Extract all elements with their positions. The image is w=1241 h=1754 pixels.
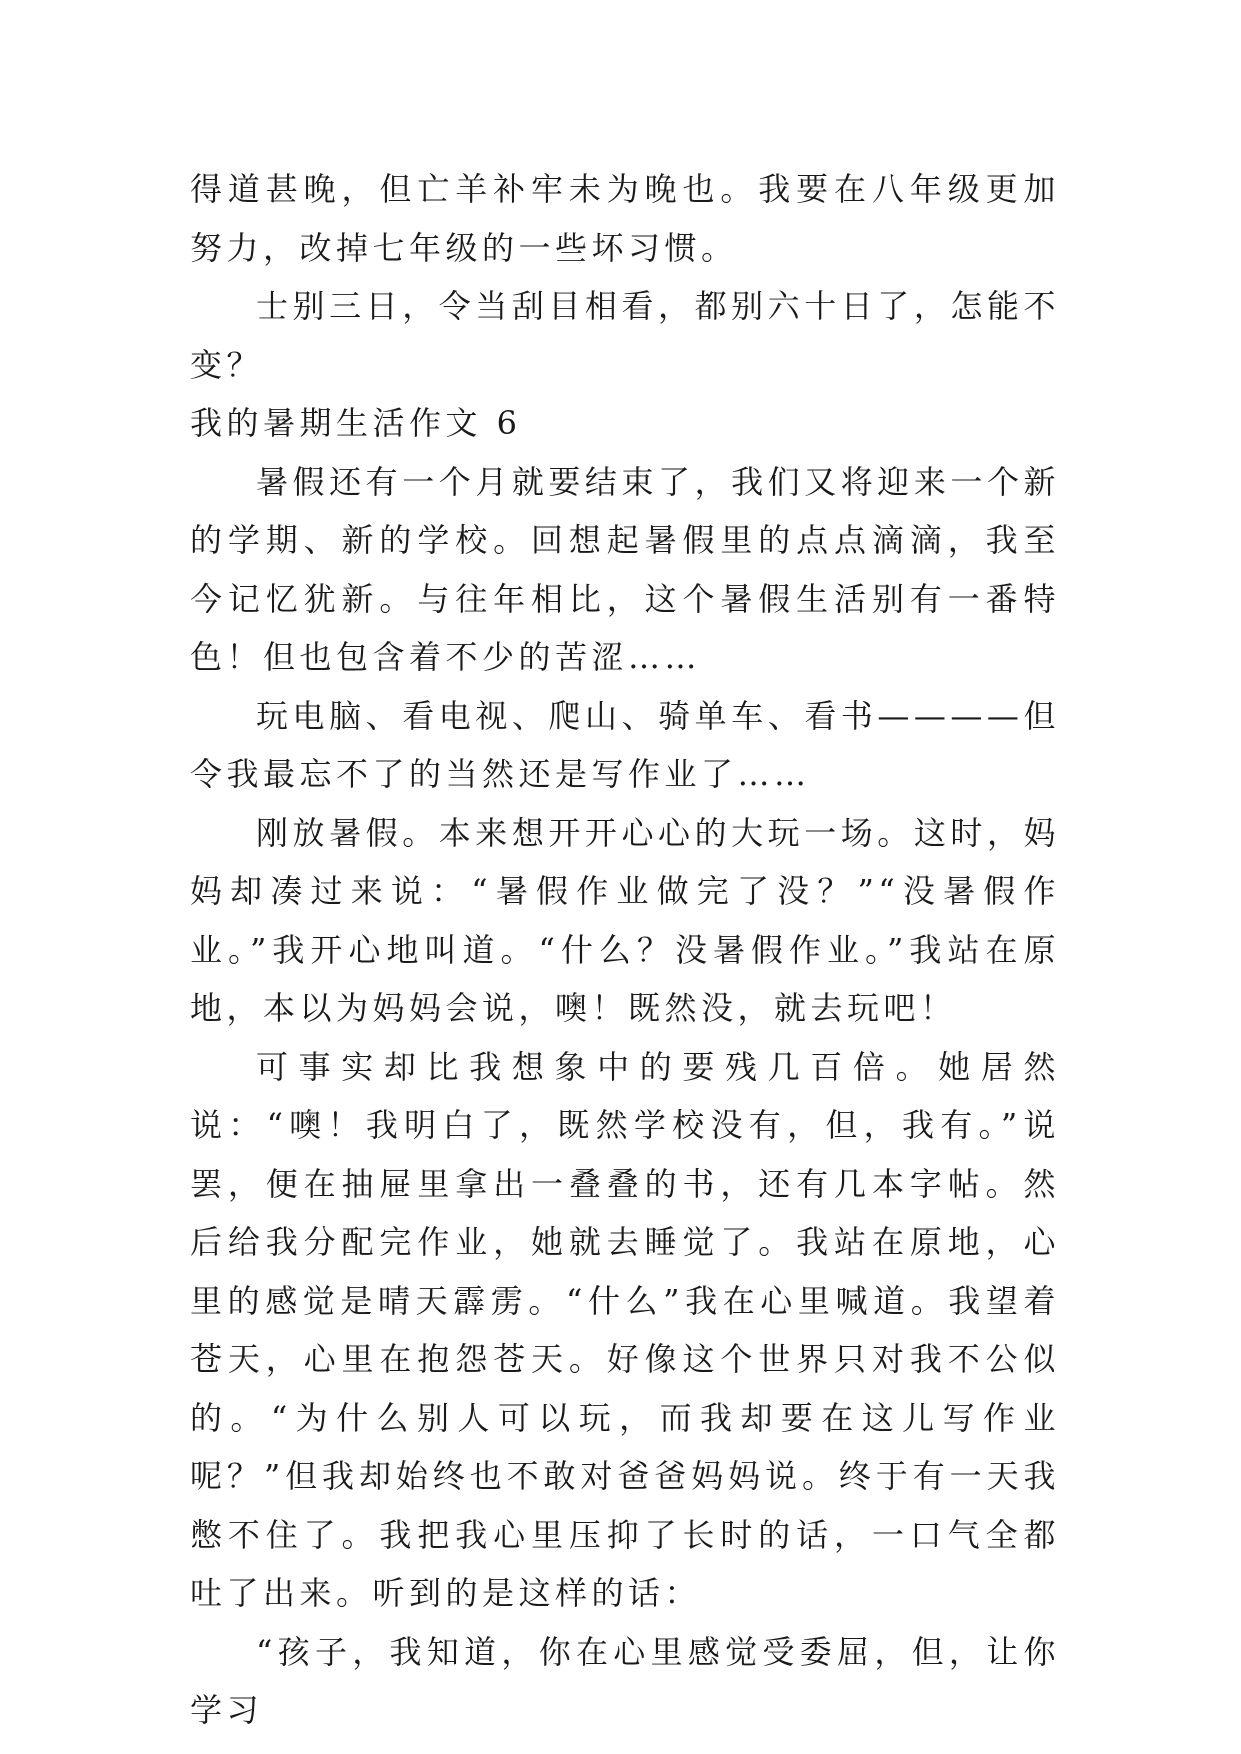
document-body bbox=[190, 160, 1060, 1740]
paragraph: 可事实却比我想象中的要残几百倍。她居然说：“噢！我明白了，既然学校没有，但，我有。”说罢，便在抽屉里拿出一叠叠的书，还有几本字帖。然后给我分配完作业，她就去睡觉了。我站在原地，心里的感觉是晴天霹雳。“什么”我在心里喊道。我望着苍天，心里在抱怨苍天。好像这个世界只对我不公似的。“为什么别人可以玩，而我却要在这儿写作业呢？”但我却始终也不敢对爸爸妈妈说。终于有一天我憋不住了。我把我心里压抑了长时的话，一口气全都吐了出来。听到的是这样的话： bbox=[190, 1047, 1060, 1612]
paragraph: 玩电脑、看电视、爬山、骑单车、看书————但令我最忘不了的当然还是写作业了…… bbox=[190, 696, 1060, 793]
essay-title: 我的暑期生活作文 6 bbox=[190, 404, 522, 442]
paragraph: 刚放暑假。本来想开开心心的大玩一场。这时，妈妈却凑过来说：“暑假作业做完了没？”“没暑假作业。”我开心地叫道。“什么？没暑假作业。”我站在原地，本以为妈妈会说，噢！既然没，就去玩吧！ bbox=[190, 813, 1060, 1027]
paragraph: 得道甚晚，但亡羊补牢未为晚也。我要在八年级更加努力，改掉七年级的一些坏习惯。 bbox=[190, 170, 1060, 267]
paragraph: “孩子，我知道，你在心里感觉受委屈，但，让你学习 bbox=[190, 1632, 1060, 1729]
paragraph: 士别三日，令当刮目相看，都别六十日了，怎能不变？ bbox=[190, 287, 1060, 384]
paragraph: 暑假还有一个月就要结束了，我们又将迎来一个新的学期、新的学校。回想起暑假里的点点滴滴，我至今记忆犹新。与往年相比，这个暑假生活别有一番特色！但也包含着不少的苦涩…… bbox=[190, 462, 1060, 676]
